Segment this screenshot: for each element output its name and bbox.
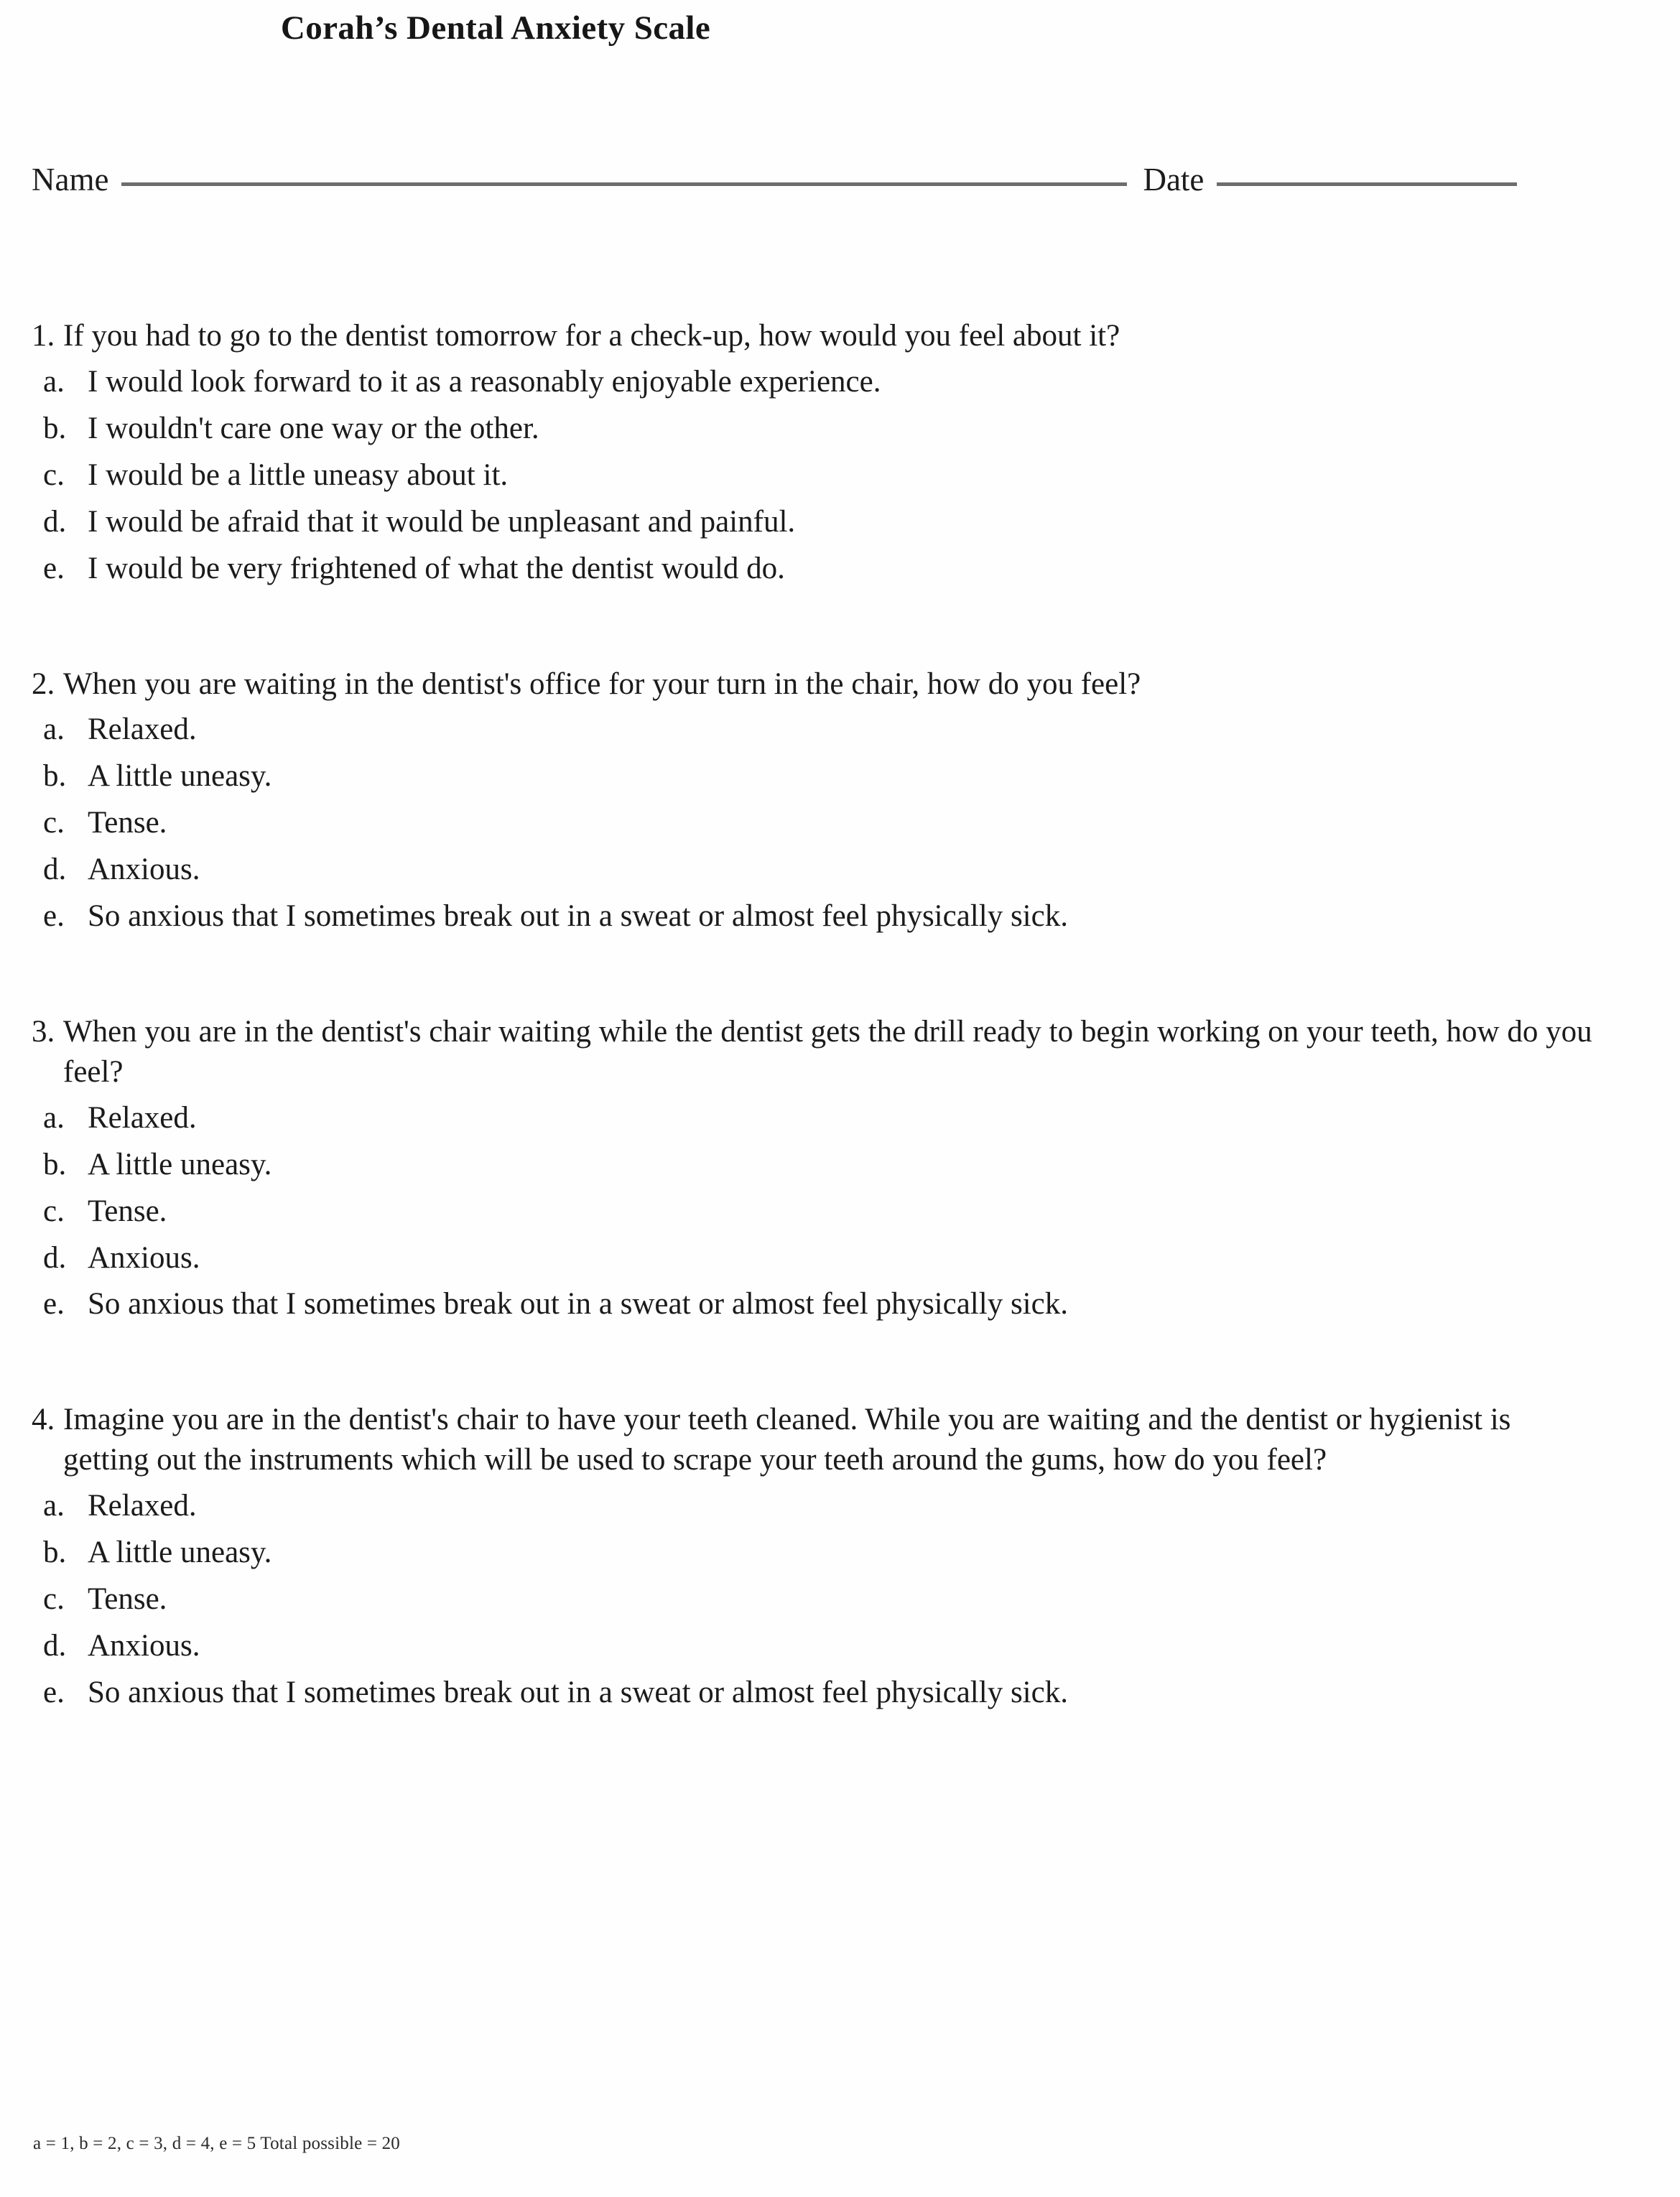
option-marker: e.: [43, 551, 65, 585]
option-label: A little uneasy.: [88, 759, 272, 794]
option-1c[interactable]: [32, 452, 1597, 499]
option-marker: d.: [43, 1628, 67, 1663]
option-label: Relaxed.: [88, 1489, 197, 1523]
option-4d[interactable]: [32, 1623, 1597, 1670]
option-label: Tense.: [88, 1582, 167, 1617]
option-label: Anxious.: [88, 853, 200, 887]
question-3-text: When you are in the dentist's chair waiting while the dentist gets the drill ready to begin working on your teeth, how do you feel?: [63, 1015, 1592, 1089]
option-4a[interactable]: [32, 1483, 1597, 1530]
question-1-number: 1.: [32, 319, 55, 353]
question-spacer: [32, 1328, 1597, 1400]
question-1-stem: [32, 316, 1597, 356]
option-marker: d.: [43, 504, 67, 539]
option-label: Tense.: [88, 806, 167, 840]
option-4e[interactable]: [32, 1670, 1597, 1717]
question-1: [32, 316, 1597, 593]
question-2-text: When you are waiting in the dentist's office for your turn in the chair, how do you feel?: [63, 666, 1141, 701]
option-3d[interactable]: [32, 1235, 1597, 1282]
question-4-text: Imagine you are in the dentist's chair to have your teeth cleaned. While you are waiting and the dentist or hygienist is getting out the instruments which will be used to scrape your teeth around the gums, how do you feel?: [63, 1403, 1511, 1477]
option-label: I wouldn't care one way or the other.: [88, 411, 539, 445]
question-4-number: 4.: [32, 1403, 55, 1437]
option-label: So anxious that I sometimes break out in a sweat or almost feel physically sick.: [88, 899, 1068, 934]
page-title: Corah’s Dental Anxiety Scale: [280, 9, 711, 47]
option-label: I would be afraid that it would be unpleasant and painful.: [88, 504, 796, 539]
option-4c[interactable]: [32, 1576, 1597, 1623]
option-2e[interactable]: [32, 893, 1597, 940]
option-4b[interactable]: [32, 1530, 1597, 1576]
option-marker: a.: [43, 1100, 65, 1135]
option-3c[interactable]: [32, 1189, 1597, 1235]
question-2-options: [32, 707, 1597, 940]
question-3-options: [32, 1095, 1597, 1329]
option-label: Tense.: [88, 1194, 167, 1228]
question-spacer: [32, 940, 1597, 1012]
option-label: I would look forward to it as a reasonably enjoyable experience.: [88, 364, 881, 399]
option-label: Relaxed.: [88, 1100, 197, 1135]
question-4-options: [32, 1483, 1597, 1717]
option-2a[interactable]: [32, 707, 1597, 753]
option-marker: b.: [43, 411, 67, 445]
question-spacer: [32, 593, 1597, 664]
option-marker: e.: [43, 1675, 65, 1709]
option-label: So anxious that I sometimes break out in a sweat or almost feel physically sick.: [88, 1287, 1068, 1322]
option-1d[interactable]: [32, 499, 1597, 546]
option-marker: b.: [43, 759, 67, 794]
date-label: Date: [1143, 162, 1205, 198]
option-label: Anxious.: [88, 1628, 200, 1663]
option-marker: e.: [43, 1287, 65, 1322]
name-input-rule[interactable]: [121, 182, 1127, 186]
question-3: [32, 1012, 1597, 1328]
option-label: A little uneasy.: [88, 1536, 272, 1570]
option-marker: a.: [43, 364, 65, 399]
option-marker: d.: [43, 853, 67, 887]
date-input-rule[interactable]: [1217, 182, 1517, 186]
option-2c[interactable]: [32, 800, 1597, 847]
question-3-number: 3.: [32, 1015, 55, 1049]
name-label: Name: [32, 162, 109, 198]
question-4: [32, 1400, 1597, 1716]
option-marker: c.: [43, 806, 65, 840]
option-3e[interactable]: [32, 1281, 1597, 1328]
option-label: Relaxed.: [88, 712, 197, 747]
option-marker: a.: [43, 712, 65, 747]
option-marker: e.: [43, 899, 65, 934]
option-label: I would be very frightened of what the dentist would do.: [88, 551, 785, 585]
scoring-key: a = 1, b = 2, c = 3, d = 4, e = 5 Total possible = 20: [33, 2134, 400, 2153]
option-2b[interactable]: [32, 753, 1597, 800]
option-marker: d.: [43, 1240, 67, 1275]
option-3a[interactable]: [32, 1095, 1597, 1142]
option-label: Anxious.: [88, 1240, 200, 1275]
name-date-row: [32, 164, 1597, 196]
question-2: [32, 664, 1597, 941]
title-block: [0, 10, 991, 47]
question-1-text: If you had to go to the dentist tomorrow for a check-up, how would you feel about it?: [63, 319, 1120, 353]
question-list: [32, 316, 1597, 1717]
option-3b[interactable]: [32, 1142, 1597, 1189]
option-label: A little uneasy.: [88, 1147, 272, 1181]
option-2d[interactable]: [32, 847, 1597, 893]
option-1b[interactable]: [32, 406, 1597, 452]
option-marker: c.: [43, 1582, 65, 1617]
option-marker: a.: [43, 1489, 65, 1523]
option-1a[interactable]: [32, 359, 1597, 406]
question-2-stem: [32, 664, 1597, 705]
option-label: So anxious that I sometimes break out in a sweat or almost feel physically sick.: [88, 1675, 1068, 1709]
question-2-number: 2.: [32, 666, 55, 701]
option-marker: b.: [43, 1536, 67, 1570]
question-1-options: [32, 359, 1597, 593]
question-4-stem: [32, 1400, 1597, 1480]
option-marker: b.: [43, 1147, 67, 1181]
option-marker: c.: [43, 457, 65, 492]
option-label: I would be a little uneasy about it.: [88, 457, 509, 492]
option-1e[interactable]: [32, 546, 1597, 593]
question-3-stem: [32, 1012, 1597, 1092]
option-marker: c.: [43, 1194, 65, 1228]
